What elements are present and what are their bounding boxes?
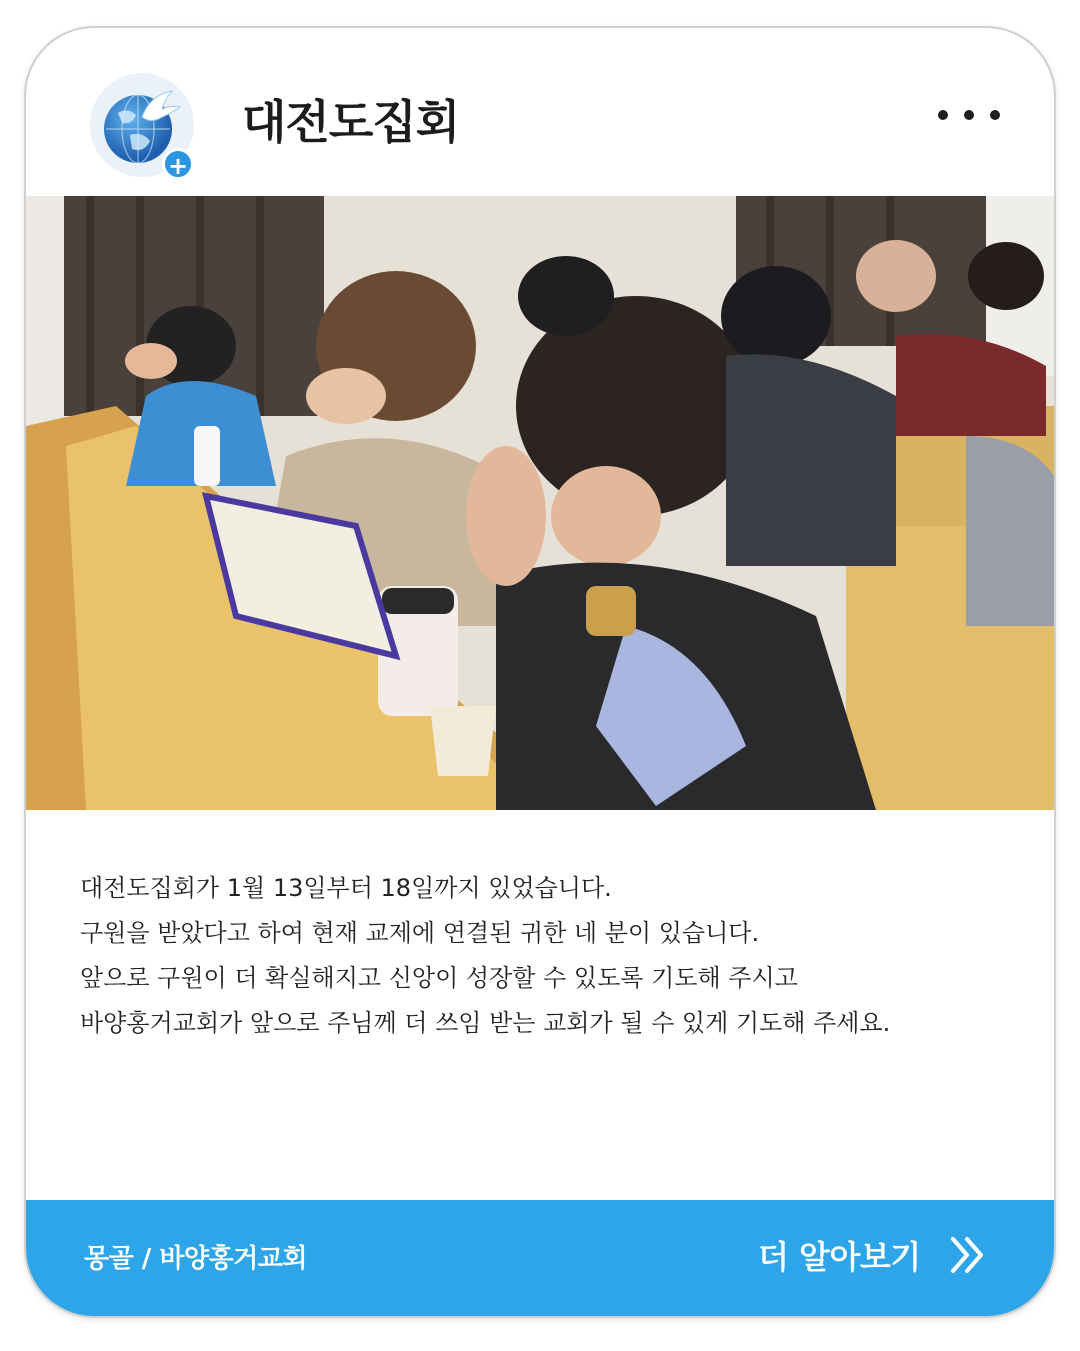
- page-title: 대전도집회: [242, 95, 460, 149]
- post-body: [80, 866, 1010, 1046]
- post-header: [26, 28, 1054, 196]
- post-footer: [26, 1200, 1054, 1316]
- body-line: 앞으로 구원이 더 확실해지고 신앙이 성장할 수 있도록 기도해 주시고: [80, 964, 798, 992]
- body-line: 구원을 받았다고 하여 현재 교제에 연결된 귀한 네 분이 있습니다.: [80, 919, 760, 947]
- location-label[interactable]: 몽골 / 바양홍거교회: [84, 1244, 308, 1274]
- dot: [990, 110, 1000, 120]
- learn-more-button[interactable]: [758, 1230, 987, 1280]
- dot: [964, 110, 974, 120]
- post-card: [26, 28, 1054, 1316]
- post-photo[interactable]: [26, 196, 1054, 810]
- plus-icon[interactable]: +: [162, 148, 194, 180]
- double-chevron-right-icon: [947, 1235, 987, 1275]
- dot: [938, 110, 948, 120]
- photo-image: [26, 196, 1054, 810]
- body-line: 대전도집회가 1월 13일부터 18일까지 있었습니다.: [80, 874, 612, 902]
- more-dots-icon[interactable]: [938, 100, 1000, 130]
- body-line: 바양홍거교회가 앞으로 주님께 더 쓰임 받는 교회가 될 수 있게 기도해 주세요.: [80, 1009, 891, 1037]
- learn-more-label: 더 알아보기: [758, 1238, 921, 1276]
